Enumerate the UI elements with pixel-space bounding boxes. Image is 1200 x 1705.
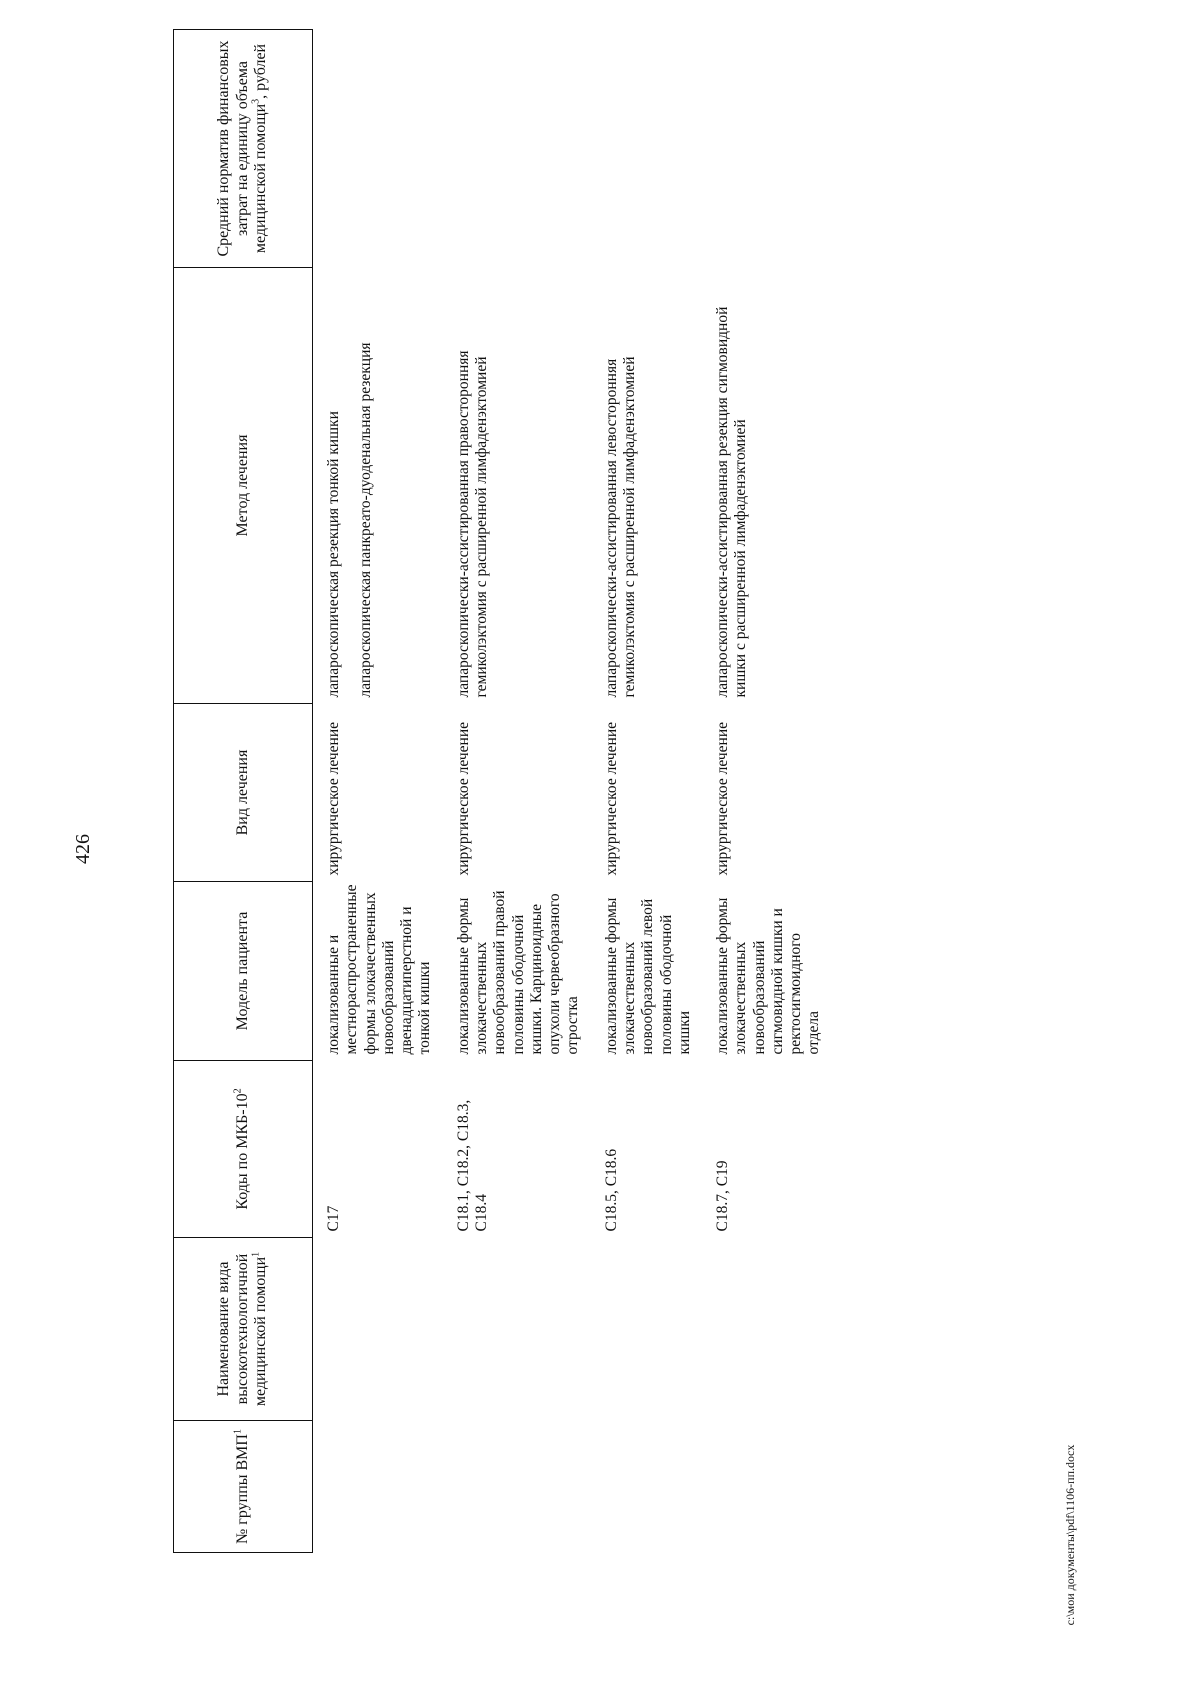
cell-group-no bbox=[583, 1421, 694, 1553]
cell-group-no bbox=[313, 1421, 435, 1553]
header-treatment-type: Вид лечения bbox=[174, 704, 313, 882]
cell-cost bbox=[435, 30, 583, 268]
page-number: 426 bbox=[72, 834, 94, 864]
cell-method: лапароскопически-ассистированная правосторонняя гемиколэктомия с расширенной лимфаденэктомией bbox=[454, 350, 490, 698]
cell-cost bbox=[583, 30, 694, 268]
cell-treatment-type: хирургическое лечение bbox=[602, 722, 620, 876]
header-name: Наименование вида высокотехнологичной медицинской помощи$^1$ bbox=[174, 1238, 313, 1421]
cell-treatment-type: хирургическое лечение bbox=[325, 722, 342, 876]
table-row bbox=[694, 30, 824, 1553]
cell-treatment-type: хирургическое лечение bbox=[454, 722, 472, 876]
cell-group-no bbox=[435, 1421, 583, 1553]
cell-name bbox=[694, 1238, 824, 1421]
cell-method: лапароскопически-ассистированная резекция сигмовидной кишки с расширенной лимфаденэктомией bbox=[714, 306, 750, 698]
cell-codes: C17 bbox=[325, 1205, 342, 1232]
cell-treatment-type: хирургическое лечение bbox=[714, 722, 732, 876]
cell-name bbox=[583, 1238, 694, 1421]
table-row bbox=[435, 30, 583, 1553]
rotated-table-page bbox=[173, 40, 1200, 1553]
header-cost: Средний норматив финансовых затрат на единицу объема медицинской помощи$^3$, рублей bbox=[174, 30, 313, 268]
header-method: Метод лечения bbox=[174, 268, 313, 704]
header-codes: Коды по МКБ-$10^2$ bbox=[174, 1061, 313, 1238]
footer-file-path: c:\мои документы\pdf\1106-пп.docx bbox=[1063, 1444, 1077, 1626]
cell-model: локализованные формы злокачественных новообразований правой половины ободочной кишки. Карциноидные опухоли червеобразного отростка bbox=[454, 890, 582, 1055]
method-line: лапароскопическая панкреато-дуоденальная резекция bbox=[357, 342, 375, 698]
table-header-row bbox=[174, 30, 313, 1553]
cell-cost bbox=[694, 30, 824, 268]
cell-method bbox=[313, 268, 435, 704]
cell-model: локализованные формы злокачественных новообразований левой половины ободочной кишки bbox=[602, 897, 693, 1055]
header-group-no: № группы ВМП$^1$ bbox=[174, 1421, 313, 1553]
table-row bbox=[583, 30, 694, 1553]
cell-group-no bbox=[694, 1421, 824, 1553]
cell-codes: C18.5, C18.6 bbox=[602, 1148, 620, 1232]
cell-name bbox=[313, 1238, 435, 1421]
cell-method: лапароскопически-ассистированная левосторонняя гемиколэктомия с расширенной лимфаденэктомией bbox=[602, 356, 638, 698]
cell-name bbox=[435, 1238, 583, 1421]
method-line: лапароскопическая резекция тонкой кишки bbox=[325, 411, 342, 698]
cell-model: локализованные и местнораспространенные формы злокачественных новообразований двенадцатиперстной и тонкой кишки bbox=[325, 884, 434, 1055]
cell-codes: C18.7, C19 bbox=[714, 1160, 732, 1232]
vmp-table bbox=[173, 29, 824, 1553]
cell-model: локализованные формы злокачественных новообразований сигмовидной кишки и ректосигмоидного отдела bbox=[714, 897, 823, 1055]
cell-codes: C18.1, C18.2, C18.3, C18.4 bbox=[454, 1099, 490, 1232]
cell-cost bbox=[313, 30, 435, 268]
header-model: Модель пациента bbox=[174, 882, 313, 1061]
table-row bbox=[313, 30, 435, 1553]
